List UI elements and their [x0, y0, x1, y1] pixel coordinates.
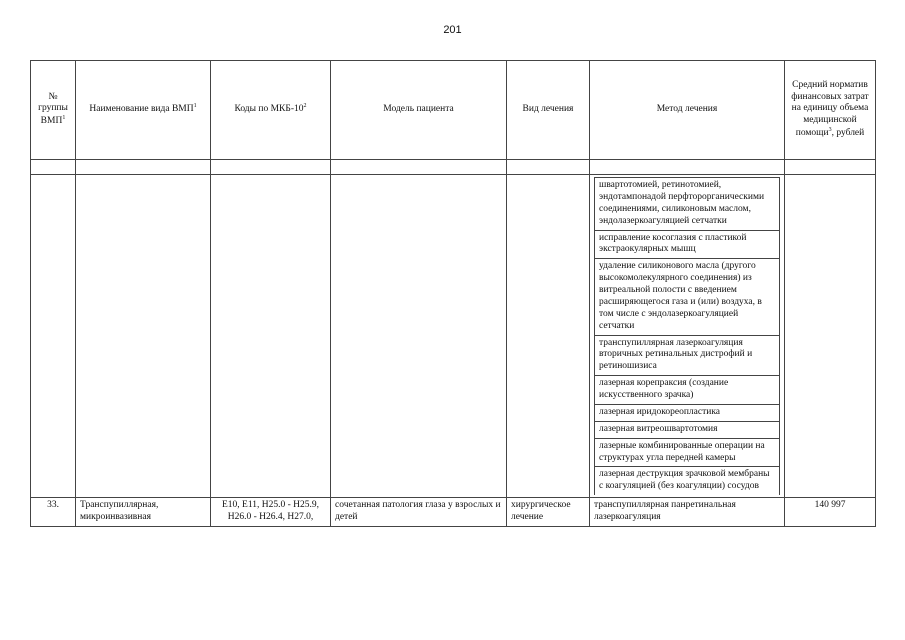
- table-row: [31, 498, 876, 527]
- treatment-methods-list: [594, 177, 780, 495]
- treatment-method-cell: транспупиллярная панретинальная лазеркоагуляция: [590, 498, 785, 527]
- avg-cost-cell: 140 997: [785, 498, 876, 527]
- list-item: лазерная деструкция зрачковой мембраны с коагуляцией (без коагуляции) сосудов: [595, 467, 780, 495]
- vmp-table: [30, 60, 876, 527]
- list-item: исправление косоглазия с пластикой экстраокулярных мышц: [595, 230, 780, 259]
- list-item: лазерная корепраксия (создание искусственного зрачка): [595, 376, 780, 405]
- header-patient-model: Модель пациента: [331, 61, 507, 160]
- vmp-name-cell: Транспупиллярная, микроинвазивная: [76, 498, 211, 527]
- list-item: удаление силиконового масла (другого высокомолекулярного соединения) из витреальной полости с введением расширяющегося газа и (или) воздуха, в том числе с эндолазеркоагуляцией сетчатки: [595, 259, 780, 335]
- header-treatment-method: Метод лечения: [590, 61, 785, 160]
- list-item: транспупиллярная лазеркоагуляция вторичных ретинальных дистрофий и ретиношизиса: [595, 335, 780, 376]
- header-avg-cost: Средний норматив финансовых затрат на единицу объема медицинской помощи$^3$, рублей: [785, 61, 876, 160]
- list-item: лазерные комбинированные операции на структурах угла передней камеры: [595, 438, 780, 467]
- treatment-type-cell: хирургическое лечение: [507, 498, 590, 527]
- patient-model-cell: сочетанная патология глаза у взрослых и детей: [331, 498, 507, 527]
- group-number-cell: 33.: [31, 498, 76, 527]
- icd-codes-cell: E10, E11, H25.0 - H25.9, H26.0 - H26.4, H27.0,: [211, 498, 331, 527]
- list-item: лазерная иридокореопластика: [595, 404, 780, 421]
- header-group-no: № группы ВМП$^1$: [31, 61, 76, 160]
- list-item: лазерная витреошвартотомия: [595, 421, 780, 438]
- list-item: швартотомией, ретинотомией, эндотампонадой перфторорганическими соединениями, силиконовым маслом, эндолазеркоагуляцией сетчатки: [595, 178, 780, 231]
- page-number: 201: [443, 24, 462, 36]
- header-vmp-name: Наименование вида ВМП$^1$: [76, 61, 211, 160]
- header-icd-codes: Коды по МКБ-$10^2$: [211, 61, 331, 160]
- spacer-row: [31, 160, 876, 175]
- table-row: [31, 175, 876, 498]
- header-treatment-type: Вид лечения: [507, 61, 590, 160]
- treatment-methods-cell: [590, 175, 785, 498]
- header-row: [31, 61, 876, 160]
